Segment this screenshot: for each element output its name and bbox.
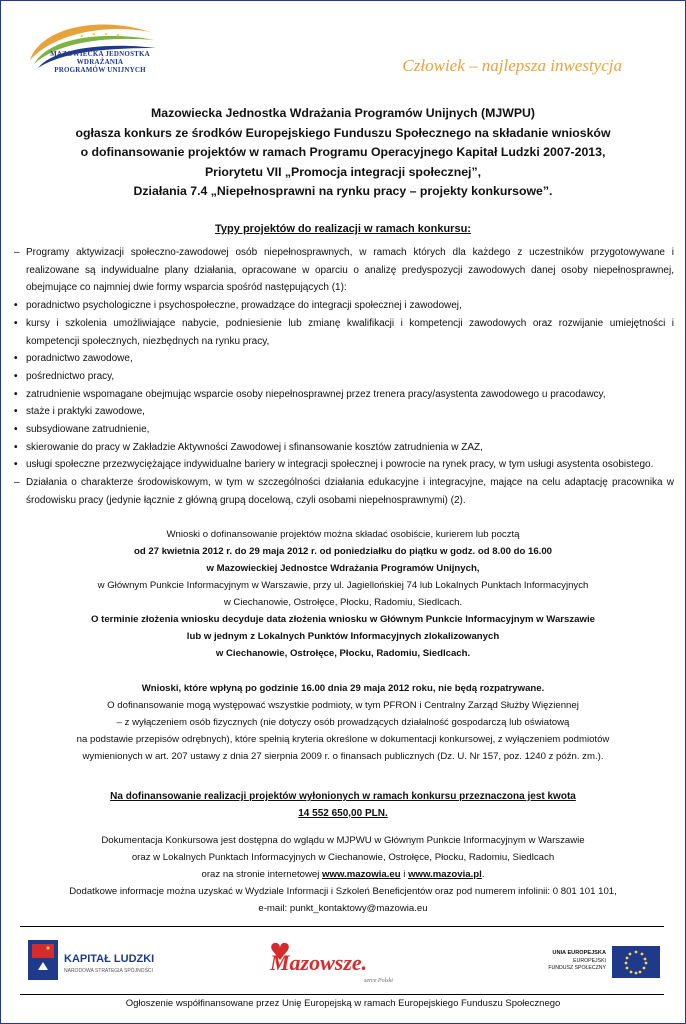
kapital-ludzki-logo (26, 936, 176, 984)
announcement-title (0, 104, 686, 202)
mazowsze-logo (266, 940, 416, 988)
submission-line: w Ciechanowie, Ostrołęce, Płocku, Radomiu, Siedlcach. (223, 597, 463, 608)
mazowsze-title: Mazowsze. (270, 950, 368, 975)
kl-subtitle: NARODOWA STRATEGIA SPÓJNOŚCI (64, 968, 153, 974)
project-types (14, 244, 674, 510)
list-item: • poradnictwo psychologiczne i psychospołeczne, prowadzące do integracji społecznej i zawodowej, (14, 297, 674, 315)
submission-line: O terminie złożenia wniosku decyduje data złożenia wniosku w Głównym Punkcie Informacyjnym w Warszawie (91, 614, 595, 625)
section-heading: Typy projektów do realizacji w ramach konkursu: (215, 223, 471, 235)
logo-line: PROGRAMÓW UNIJNYCH (54, 66, 146, 74)
docs-line: oraz w Lokalnych Punktach Informacyjnych w Ciechanowie, Ostrołęce, Płocku, Radomiu, Siedlcach (131, 852, 555, 863)
list-item: • poradnictwo zawodowe, (14, 350, 674, 368)
list-item: • kursy i szkolenia umożliwiające nabycie, podniesienie lub zmianę kwalifikacji i kompetencji zawodowych oraz rozwijanie umiejętności i kompetencji społecznych, niezbędnych na rynku pracy, (14, 315, 674, 350)
title-line: Priorytetu VII „Promocja integracji społecznej”, (204, 164, 482, 179)
title-line: o dofinansowanie projektów w ramach Programu Operacyjnego Kapitał Ludzki 2007-2013, (80, 145, 606, 159)
submission-line: Wnioski o dofinansowanie projektów można składać osobiście, kurierem lub pocztą (166, 529, 520, 540)
link-mazovia-pl[interactable]: www.mazovia.pl (408, 869, 482, 880)
list-item: • skierowanie do pracy w Zakładzie Aktywności Zawodowej i sfinansowanie kosztów zatrudnienia w ZAZ, (14, 439, 674, 457)
intro-paragraph (14, 244, 674, 297)
title-line: Mazowiecka Jednostka Wdrażania Programów Unijnych (MJWPU) (150, 106, 535, 120)
logo-line: MAZOWIECKA JEDNOSTKA (50, 50, 150, 58)
submission-line: w Ciechanowie, Ostrołęce, Płocku, Radomiu, Siedlcach. (215, 648, 471, 659)
logo-line: WDRAŻANIA (76, 58, 124, 66)
support-forms-list (14, 297, 674, 474)
intro-text: Programy aktywizacji społeczno-zawodowej osób niepełnosprawnych, w ramach których dla każdego z uczestników przygotowywane i realizowane są indywidualne plany działania, opracowane w oparciu o analizę predyspozycji zawodowych danej osoby niepełnosprawnej, obejmujące co najmniej dwie formy wsparcia spośród następujących (1): (26, 247, 674, 294)
eligibility-info (0, 680, 686, 765)
eligibility-line: na podstawie przepisów odrębnych), które spełnią kryteria określone w dokumentacji konkursowej, z wyłączeniem podmiotów (76, 734, 610, 745)
list-item: • pośrednictwo pracy, (14, 368, 674, 386)
kl-title: KAPITAŁ LUDZKI (64, 953, 155, 965)
documentation-info (0, 832, 686, 917)
contact-email: e-mail: punkt_kontaktowy@mazowia.eu (258, 903, 428, 914)
header (0, 0, 686, 95)
docs-line: Dodatkowe informacje można uzyskać w Wydziale Informacji i Szkoleń Beneficjentów oraz pod numerem infolinii: 0 801 101 101, (69, 886, 617, 897)
ue-line: UNIA EUROPEJSKA (552, 950, 606, 956)
funding-amount: 14 552 650,00 PLN. (298, 808, 388, 819)
title-line: Działania 7.4 „Niepełnosprawni na rynku pracy – projekty konkursowe”. (133, 184, 553, 198)
dash-marker: – (14, 477, 20, 489)
submission-line: lub w jednym z Lokalnych Punktów Informacyjnych zlokalizowanych (186, 631, 500, 642)
title-line: ogłasza konkurs ze środków Europejskiego Funduszu Społecznego na składanie wniosków (75, 125, 611, 140)
eligibility-line: wymienionych w art. 207 ustawy z dnia 27 sierpnia 2009 r. o finansach publicznych (Dz. U. Nr 157, poz. 1240 z późn. zm.). (82, 751, 604, 762)
eligibility-line: – z wyłączeniem osób fizycznych (nie dotyczy osób prowadzących działalność gospodarczą lub oświatową (116, 717, 570, 728)
cofinancing-note: Ogłoszenie współfinansowane przez Unię Europejską w ramach Europejskiego Funduszu Społecznego (125, 998, 561, 1009)
list-item: • zatrudnienie wspomagane obejmując wsparcie osoby niepełnosprawnej przez trenera pracy/asystenta zawodowego u pracodawcy, (14, 386, 674, 404)
docs-line: Dokumentacja Konkursowa jest dostępna do wglądu w MJPWU w Głównym Punkcie Informacyjnym w Warszawie (101, 835, 585, 846)
submission-line: w Mazowieckiej Jednostce Wdrażania Programów Unijnych, (206, 563, 480, 574)
mazowsze-subtitle: serce Polski (364, 978, 393, 984)
list-item: • subsydiowane zatrudnienie, (14, 421, 674, 439)
eligibility-line: O dofinansowanie mogą występować wszystkie podmioty, w tym PFRON i Centralny Zarząd Służby Więziennej (107, 700, 579, 711)
slogan: Człowiek – najlepsza inwestycja (402, 56, 622, 75)
second-text: Działania o charakterze środowiskowym, w tym w szczególności działania edukacyjne i integracyjne, mające na celu adaptację pracownika w środowisku pracy (jedynie łącznie z główną grupą docelową, czyli osobami niepełnosprawnymi) (2). (26, 477, 674, 506)
docs-links-line (0, 866, 686, 883)
submission-dates: od 27 kwietnia 2012 r. do 29 maja 2012 r. od poniedziałku do piątku w godz. od 8.00 do 16.00 (134, 546, 552, 557)
list-item: • staże i praktyki zawodowe, (14, 403, 674, 421)
submission-info (0, 526, 686, 662)
list-item: • usługi społeczne przezwyciężające indywidualne bariery w integracji społecznej i powrocie na rynek pracy, w tym usługi asystenta osobistego. (14, 456, 674, 474)
eu-efs-logo (540, 944, 662, 980)
docs-text: i (400, 869, 409, 880)
second-paragraph (14, 474, 674, 509)
dash-marker: – (14, 247, 20, 258)
docs-text: . (481, 869, 485, 880)
ue-line: FUNDUSZ SPOŁECZNY (548, 965, 606, 971)
deadline-line: Wnioski, które wpłyną po godzinie 16.00 dnia 29 maja 2012 roku, nie będą rozpatrywane. (141, 683, 545, 694)
submission-line: w Głównym Punkcie Informacyjnym w Warszawie, przy ul. Jagiellońskiej 74 lub Lokalnych Punktach Informacyjnych (97, 580, 589, 591)
link-mazowia-eu[interactable]: www.mazowia.eu (322, 869, 401, 880)
ue-line: EUROPEJSKI (573, 958, 606, 964)
docs-text: oraz na stronie internetowej (201, 869, 323, 880)
funding-info (0, 788, 686, 822)
funding-line: Na dofinansowanie realizacji projektów wyłonionych w ramach konkursu przeznaczona jest kwota (110, 791, 576, 802)
divider (20, 994, 664, 995)
divider (20, 926, 664, 927)
mjwpu-logo-text (40, 50, 160, 74)
